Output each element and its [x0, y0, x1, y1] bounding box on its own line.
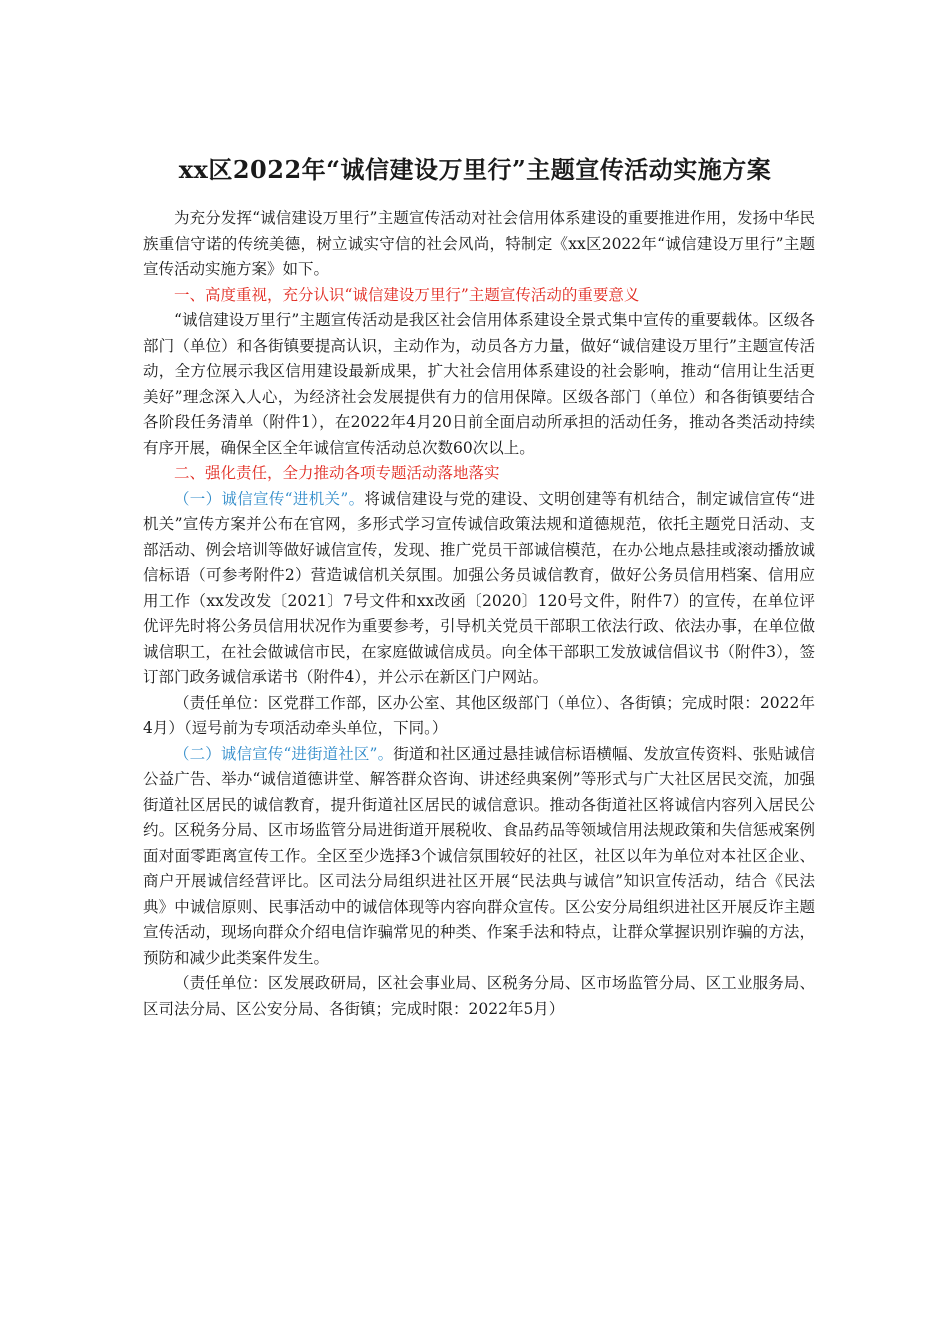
item-2-body: 街道和社区通过悬挂诚信标语横幅、发放宣传资料、张贴诚信公益广告、举办“诚信道德讲堂、解答群众咨询、讲述经典案例”等形式与广大社区居民交流，加强街道社区居民的诚信教育，提升街道社区居民的诚信意识。推动各街道社区将诚信内容列入居民公约。区税务分局、区市场监管分局进街道开展税收、食品药品等领域信用法规政策和失信惩戒案例面对面零距离宣传工作。全区至少选择3个诚信氛围较好的社区，社区以年为单位对本社区企业、商户开展诚信经营评比。区司法分局组织进社区开展“民法典与诚信”知识宣传活动，结合《民法典》中诚信原则、民事活动中的诚信体现等内容向群众宣传。区公安分局组织进社区开展反诈主题宣传活动，现场向群众介绍电信诈骗常见的种类、作案手法和特点，让群众掌握识别诈骗的方法，预防和减少此类案件发生。	[143, 744, 815, 967]
item-1-responsibility: （责任单位：区党群工作部，区办公室、其他区级部门（单位）、各街镇；完成时限：2022年4月）（逗号前为专项活动牵头单位，下同。）	[143, 693, 815, 737]
item-1-paragraph	[143, 487, 815, 691]
intro-paragraph: 为充分发挥“诚信建设万里行”主题宣传活动对社会信用体系建设的重要推进作用，发扬中华民族重信守诺的传统美德，树立诚实守信的社会风尚，特制定《xx区2022年“诚信建设万里行”主题宣传活动实施方案》如下。	[143, 209, 815, 278]
item-1-label: （一）诚信宣传“进机关”。	[174, 489, 365, 508]
section-1-heading: 一、高度重视，充分认识“诚信建设万里行”主题宣传活动的重要意义	[174, 285, 640, 304]
section-2-heading: 二、强化责任，全力推动各项专题活动落地落实	[174, 464, 500, 482]
item-1-body: 将诚信建设与党的建设、文明创建等有机结合，制定诚信宣传“进机关”宣传方案并公布在官网，多形式学习宣传诚信政策法规和道德规范，依托主题党日活动、支部活动、例会培训等做好诚信宣传，发现、推广党员干部诚信模范，在办公地点悬挂或滚动播放诚信标语（可参考附件2）营造诚信机关氛围。加强公务员诚信教育，做好公务员信用档案、信用应用工作（xx发改发〔2021〕7号文件和xx改函〔2020〕120号文件，附件7）的宣传，在单位评优评先时将公务员信用状况作为重要参考，引导机关党员干部职工依法行政、依法办事，在单位做诚信职工，在社会做诚信市民，在家庭做诚信成员。向全体干部职工发放诚信倡议书（附件3），签订部门政务诚信承诺书（附件4），并公示在新区门户网站。	[143, 489, 815, 686]
item-2-responsibility: （责任单位：区发展政研局，区社会事业局、区税务分局、区市场监管分局、区工业服务局、区司法分局、区公安分局、各街镇；完成时限：2022年5月）	[143, 974, 815, 1018]
document-body	[143, 206, 815, 1022]
item-2-paragraph	[143, 742, 815, 972]
item-2-label: （二）诚信宣传“进街道社区”。	[174, 744, 394, 763]
section-1-paragraph: “诚信建设万里行”主题宣传活动是我区社会信用体系建设全景式集中宣传的重要载体。区级各部门（单位）和各街镇要提高认识，主动作为，动员各方力量，做好“诚信建设万里行”主题宣传活动，全方位展示我区信用建设最新成果，扩大社会信用体系建设的社会影响，推动“信用让生活更美好”理念深入人心，为经济社会发展提供有力的信用保障。区级各部门（单位）和各街镇要结合各阶段任务清单（附件1），在2022年4月20日前全面启动所承担的活动任务，推动各类活动持续有序开展，确保全区全年诚信宣传活动总次数60次以上。	[143, 311, 815, 457]
document-title: xx区2022年“诚信建设万里行”主题宣传活动实施方案	[178, 155, 772, 184]
